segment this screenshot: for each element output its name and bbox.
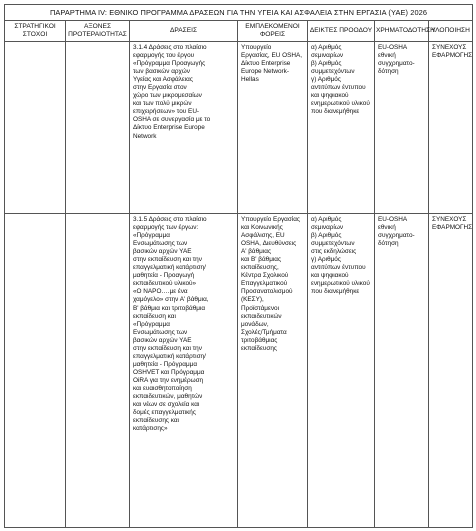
cell-text-line: Εργασίας, EU OSHA,	[241, 52, 303, 60]
cell-text-line: Κέντρα Σχολικού	[241, 272, 289, 280]
cell-text-line: (ΚΕΣΥ),	[241, 296, 264, 304]
cell-text-line: στην εκπαίδευση και την	[133, 344, 202, 352]
cell-text-line: συγχρηματο-	[378, 60, 415, 68]
progress-indicators-cell	[308, 214, 375, 528]
annex-page	[4, 4, 472, 527]
cell-text-line: εκπαίδευσης,	[241, 264, 279, 272]
cell-text-line: ΣΥΝΕΧΟΥΣ	[432, 216, 467, 223]
column-header-funding: ΧΡΗΜΑΤΟΔΟΤΗΣΗ	[375, 21, 429, 42]
cell-text-line: ενημερωτικού υλικού	[311, 280, 370, 288]
cell-text-line: και ευαισθητοποίηση	[133, 384, 192, 392]
cell-text-line: και νέων σε σχολεία και	[133, 401, 200, 409]
cell-text-line: Υπουργείο	[241, 44, 272, 51]
cell-text-line: σεμιναρίων	[311, 224, 344, 232]
cell-text-line: δότηση	[378, 240, 399, 248]
cell-text-line: Σχολές/Τμήματα	[241, 328, 287, 336]
involved-bodies-cell	[238, 42, 308, 214]
cell-text-line: 3.1.5 Δράσεις στο πλαίσιο	[133, 216, 207, 223]
cell-text-line: εκπαιδευτικών	[241, 312, 282, 320]
cell-text-line: Ενσωμάτωσης των	[133, 328, 188, 336]
cell-text-line: Προσανατολισμού	[241, 288, 293, 296]
column-header-row	[5, 21, 473, 42]
action-program-table	[4, 4, 473, 528]
cell-text-line: εθνική	[378, 224, 396, 232]
cell-text-line: Δίκτυο Enterprise	[241, 60, 291, 68]
cell-text-line: βασικών αρχών ΥΑΕ	[133, 248, 192, 256]
funding-cell	[375, 42, 429, 214]
cell-text-line: α) Αριθμός	[311, 44, 342, 51]
cell-text-line: που διανεμήθηκε	[311, 288, 360, 296]
cell-text-line: OSHVET και Πρόγραμμα	[133, 368, 205, 376]
cell-text-line: Ενσωμάτωσης των	[133, 240, 188, 248]
cell-text-line: β) Αριθμός	[311, 60, 342, 68]
cell-text-line: β) Αριθμός	[311, 232, 342, 240]
column-header-strategic-goals: ΣΤΡΑΤΗΓΙΚΟΙ ΣΤΟΧΟΙ	[5, 21, 66, 42]
cell-text-line: OSHA σε συνεργασία με το	[133, 116, 211, 124]
cell-text-line: επαγγελματική κατάρτιση/	[133, 264, 206, 272]
column-header-implementation: ΥΛΟΠΟΙΗΣΗ	[429, 21, 473, 42]
cell-text-line: στην εκπαίδευση και την	[133, 256, 202, 264]
cell-text-line: εφαρμογής των έργων:	[133, 224, 199, 232]
involved-bodies-cell	[238, 214, 308, 528]
strategic-goals-cell	[5, 214, 66, 528]
cell-text-line: κατάρτισης»	[133, 425, 168, 433]
cell-text-line: OSHA, Διευθύνσεις	[241, 240, 297, 248]
cell-text-line: ΕΦΑΡΜΟΓΗΣ	[432, 224, 473, 232]
cell-text-line: τριτοβάθμιας	[241, 336, 278, 344]
cell-text-line: που διανεμήθηκε	[311, 108, 360, 116]
cell-text-line: συμμετεχόντων	[311, 68, 355, 76]
priority-axes-cell	[66, 214, 130, 528]
cell-text-line: στις εκδηλώσεις	[311, 248, 357, 256]
column-header-progress-indicators: ΔΕΙΚΤΕΣ ΠΡΟΟΔΟΥ	[308, 21, 375, 42]
cell-text-line: ενημερωτικού υλικού	[311, 100, 370, 108]
cell-text-line: αντιτύπων έντυπου	[311, 264, 366, 272]
cell-text-line: Network	[133, 132, 157, 140]
cell-text-line: και των πολύ μικρών	[133, 100, 192, 108]
actions-cell	[130, 214, 238, 528]
cell-text-line: δότηση	[378, 68, 399, 76]
cell-text-line: «Ο ΝΑΡΟ….με ένα	[133, 288, 188, 296]
strategic-goals-cell	[5, 42, 66, 214]
cell-text-line: μαθητεία - Προαγωγή	[133, 272, 195, 280]
column-header-priority-axes: ΑΞΟΝΕΣ ΠΡΟΤΕΡΑΙΟΤΗΤΑΣ	[66, 21, 130, 42]
cell-text-line: ΕΦΑΡΜΟΓΗΣ	[432, 52, 473, 60]
cell-text-line: Υπουργείο Εργασίας	[241, 216, 300, 223]
cell-text-line: εκπαίδευσης	[241, 344, 277, 352]
cell-text-line: εφαρμογής του έργου	[133, 52, 195, 60]
funding-cell	[375, 214, 429, 528]
cell-text-line: γ) Αριθμός	[311, 76, 341, 84]
cell-text-line: Europe Network-	[241, 68, 289, 76]
cell-text-line: αντιτύπων έντυπου	[311, 84, 366, 92]
cell-text-line: 3.1.4 Δράσεις στο πλαίσιο	[133, 44, 207, 51]
cell-text-line: Υγείας και Ασφάλειας	[133, 76, 193, 84]
cell-text-line: στην Εργασία στον	[133, 84, 187, 92]
cell-text-line: και ψηφιακού	[311, 92, 349, 100]
cell-text-line: εκπαιδευτικού υλικού»	[133, 280, 197, 288]
actions-cell	[130, 42, 238, 214]
cell-text-line: Α' βάθμιας	[241, 248, 272, 256]
cell-text-line: χώρο των μικρομεσαίων	[133, 92, 202, 100]
cell-text-line: επαγγελματική κατάρτιση/	[133, 352, 206, 360]
cell-text-line: ΣΥΝΕΧΟΥΣ	[432, 44, 467, 51]
cell-text-line: Hellas	[241, 76, 259, 84]
cell-text-line: χαμόγελο» στην Α' βάθμια,	[133, 296, 209, 304]
cell-text-line: Προϊστάμενοι	[241, 304, 279, 312]
cell-text-line: EU-OSHA	[378, 44, 408, 51]
priority-axes-cell	[66, 42, 130, 214]
table-row	[5, 214, 473, 528]
cell-text-line: μαθητεία - Πρόγραμμα	[133, 360, 198, 368]
progress-indicators-cell	[308, 42, 375, 214]
cell-text-line: «Πρόγραμμα	[133, 232, 170, 240]
cell-text-line: δομές επαγγελματικής	[133, 409, 196, 417]
table-row	[5, 42, 473, 214]
cell-text-line: των βασικών αρχών	[133, 68, 190, 76]
cell-text-line: βασικών αρχών ΥΑΕ	[133, 336, 192, 344]
cell-text-line: γ) Αριθμός	[311, 256, 341, 264]
table-title: ΠΑΡΑΡΤΗΜΑ IV: ΕΘΝΙΚΟ ΠΡΟΓΡΑΜΜΑ ΔΡΑΣΕΩΝ ΓΙΑ ΤΗΝ ΥΓΕΙΑ ΚΑΙ ΑΣΦΑΛΕΙΑ ΣΤΗΝ ΕΡΓΑΣΙΑ (ΥΑΕ) 2026	[5, 5, 473, 21]
cell-text-line: επιχειρήσεων» του EU-	[133, 108, 200, 116]
column-header-actions: ΔΡΑΣΕΙΣ	[130, 21, 238, 42]
cell-text-line: «Πρόγραμμα Προαγωγής	[133, 60, 206, 68]
cell-text-line: συμμετεχόντων	[311, 240, 355, 248]
implementation-cell	[429, 214, 473, 528]
cell-text-line: εθνική	[378, 52, 396, 60]
cell-text-line: εκπαίδευσης και	[133, 417, 179, 425]
cell-text-line: OiRA για την ενημέρωση	[133, 376, 204, 384]
column-header-involved-bodies: ΕΜΠΛΕΚΟΜΕΝΟΙ ΦΟΡΕΙΣ	[238, 21, 308, 42]
cell-text-line: Επαγγελματικού	[241, 280, 288, 288]
cell-text-line: EU-OSHA	[378, 216, 408, 223]
cell-text-line: εκπαίδευση και	[133, 312, 176, 320]
cell-text-line: Δίκτυο Enterprise Europe	[133, 124, 205, 132]
cell-text-line: Β' βάθμια και τριτοβάθμια	[133, 304, 206, 312]
cell-text-line: «Πρόγραμμα	[133, 320, 170, 328]
cell-text-line: συγχρηματο-	[378, 232, 415, 240]
cell-text-line: και Β' βάθμιας	[241, 256, 282, 264]
cell-text-line: σεμιναρίων	[311, 52, 344, 60]
cell-text-line: και Κοινωνικής	[241, 224, 283, 232]
cell-text-line: α) Αριθμός	[311, 216, 342, 223]
implementation-cell	[429, 42, 473, 214]
cell-text-line: εκπαιδευτικών, μαθητών	[133, 393, 203, 401]
cell-text-line: Ασφάλισης, EU	[241, 232, 285, 240]
cell-text-line: και ψηφιακού	[311, 272, 349, 280]
cell-text-line: μονάδων,	[241, 320, 269, 328]
